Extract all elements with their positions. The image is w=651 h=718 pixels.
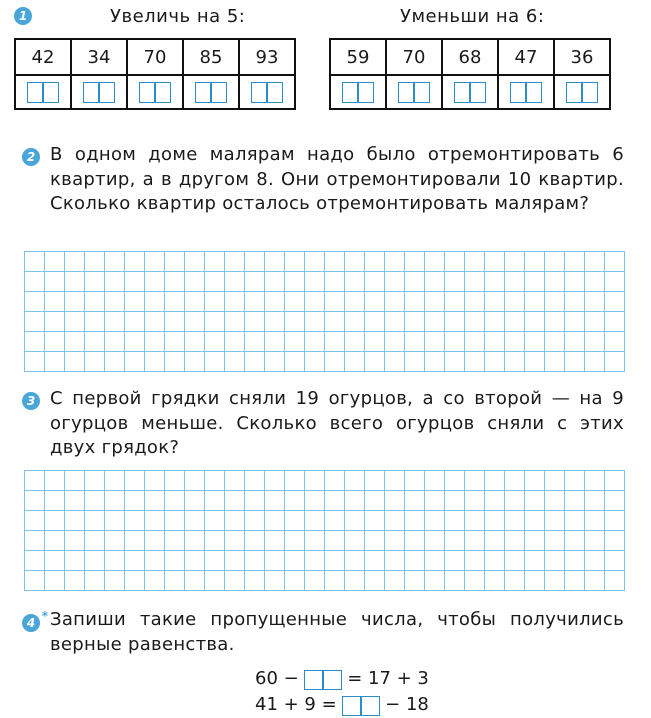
task-number: 3 (26, 394, 36, 408)
answer-grid[interactable] (24, 251, 625, 372)
equation-1 (255, 668, 429, 690)
answer-box[interactable] (567, 81, 598, 103)
task-text: Запиши такие пропущенные числа, чтобы получились верные равенства. (50, 609, 624, 655)
number-cell: 34 (71, 39, 127, 75)
answer-box[interactable] (28, 81, 59, 103)
number-cell: 47 (498, 39, 554, 75)
answer-box[interactable] (84, 81, 115, 103)
decrease-table (329, 38, 611, 110)
answer-cell[interactable] (386, 75, 442, 109)
task-text: В одном доме малярам надо было отремонтировать 6 квартир, а в другом 8. Они отремонтировали 10 квартир. Сколько квартир осталось отремонтировать малярам? (50, 144, 624, 214)
answer-cell[interactable] (127, 75, 183, 109)
answer-row (330, 75, 610, 109)
task-number-badge (22, 609, 48, 632)
answer-box[interactable] (399, 81, 430, 103)
task-number: 2 (26, 150, 36, 164)
number-cell: 85 (183, 39, 239, 75)
decrease-heading: Уменьши на 6: (400, 6, 545, 27)
answer-grid[interactable] (24, 470, 625, 591)
answer-box[interactable] (455, 81, 486, 103)
answer-box[interactable] (140, 81, 171, 103)
number-cell: 70 (386, 39, 442, 75)
answer-box[interactable] (196, 81, 227, 103)
missing-number-box[interactable] (342, 695, 379, 716)
answer-row (15, 75, 295, 109)
task-text: С первой грядки сняли 19 огурцов, а со второй — на 9 огурцов меньше. Сколько всего огурцов сняли с этих двух грядок? (50, 388, 624, 458)
answer-cell[interactable] (442, 75, 498, 109)
task-number: 4 (26, 616, 36, 630)
equation-2 (255, 694, 429, 716)
answer-cell[interactable] (554, 75, 610, 109)
task-number: 1 (18, 9, 28, 23)
answer-cell[interactable] (183, 75, 239, 109)
number-cell: 93 (239, 39, 295, 75)
equation-left: 41 + 9 = (255, 694, 337, 715)
answer-cell[interactable] (330, 75, 386, 109)
answer-box[interactable] (343, 81, 374, 103)
number-cell: 70 (127, 39, 183, 75)
increase-heading: Увеличь на 5: (110, 6, 246, 27)
answer-box[interactable] (511, 81, 542, 103)
number-cell: 59 (330, 39, 386, 75)
task-number-badge (22, 148, 40, 166)
task-number-badge (14, 7, 32, 25)
task-number-badge (22, 392, 40, 410)
equation-left: 60 − (255, 668, 299, 689)
number-cell: 42 (15, 39, 71, 75)
star-mark: * (41, 609, 48, 623)
number-row (15, 39, 295, 75)
answer-box[interactable] (252, 81, 283, 103)
missing-number-box[interactable] (304, 669, 341, 690)
increase-table (14, 38, 296, 110)
answer-cell[interactable] (498, 75, 554, 109)
number-row (330, 39, 610, 75)
answer-cell[interactable] (239, 75, 295, 109)
equation-right: = 17 + 3 (347, 668, 429, 689)
number-cell: 36 (554, 39, 610, 75)
answer-cell[interactable] (71, 75, 127, 109)
answer-cell[interactable] (15, 75, 71, 109)
number-cell: 68 (442, 39, 498, 75)
equation-right: − 18 (385, 694, 429, 715)
